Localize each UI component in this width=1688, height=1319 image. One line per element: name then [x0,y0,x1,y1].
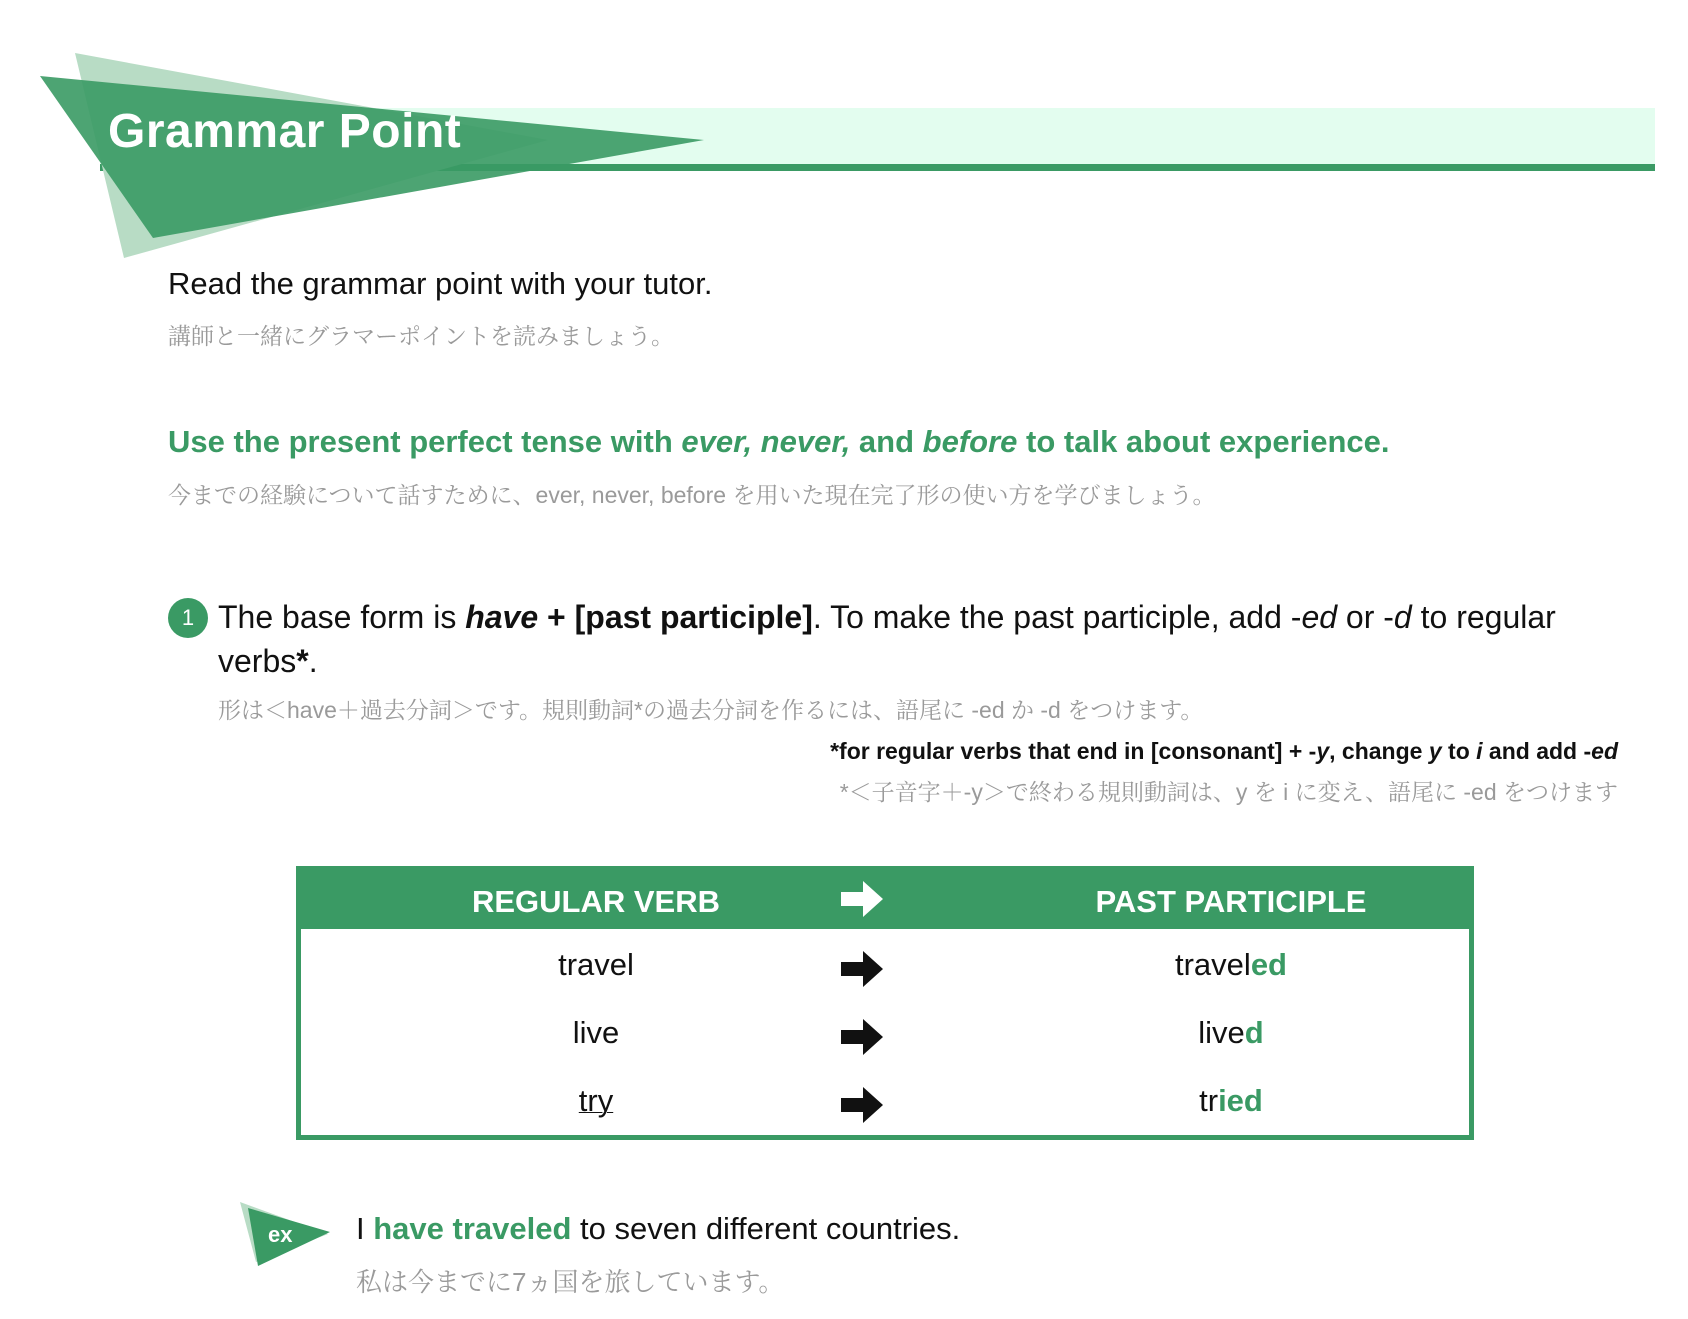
verb-table [296,866,1474,1140]
objective-keywords: ever, never, [681,424,851,459]
regular-verb-cell: live [572,1015,620,1050]
participle-ending: d [1244,1015,1264,1050]
instruction-translation: 講師と一緒にグラマーポイントを読みましょう。 [168,323,674,349]
objective-text-end: to talk about experience. [1017,424,1390,459]
note-ed: ed [1591,738,1618,764]
note-i: i [1476,738,1483,764]
spelling-note-translation: *＜子音字＋-y＞で終わる規則動詞は、y を i に変え、語尾に -ed をつけます [839,779,1618,805]
example-text: I [356,1211,374,1246]
rule-text-part: . [308,643,318,679]
participle-stem: travel [1175,947,1251,982]
rule-text-part: . To make the past participle, add - [812,599,1302,635]
past-participle-cell [991,1015,1471,1051]
past-participle-cell [991,947,1471,983]
participle-stem: live [1198,1015,1245,1050]
note-text: *for regular verbs that end in [consonant] + - [830,738,1317,764]
note-text: and add - [1482,738,1592,764]
objective-and: and [850,424,923,459]
example-highlight: have traveled [373,1211,572,1246]
objective-translation: 今までの経験について話すために、ever, never, before を用いた現在完了形の使い方を学びましょう。 [168,482,1216,508]
example-text: to seven different countries. [571,1211,961,1246]
spelling-note [830,738,1618,765]
note-y: y [1316,738,1330,764]
regular-verb-cell: try [578,1083,614,1118]
table-row [301,933,1469,1001]
right-arrow-icon [841,1085,885,1125]
example-sentence [356,1211,960,1247]
example-label: ex [268,1222,293,1247]
participle-stem: tr [1199,1083,1219,1118]
table-row [301,1001,1469,1069]
rule-suffix-ed: ed [1301,599,1338,635]
note-y: y [1428,738,1442,764]
rule-text-part: or - [1337,599,1394,635]
table-row [301,1069,1469,1137]
rule-have: have [465,599,539,635]
rule-text-part: The base form is [218,599,466,635]
right-arrow-icon [841,949,885,989]
rule-suffix-d: d [1393,599,1412,635]
objective-keyword-before: before [922,424,1018,459]
right-arrow-icon [841,879,885,919]
rule-text [218,595,1558,683]
note-text: to [1441,738,1477,764]
past-participle-cell [991,1083,1471,1119]
page-title: Grammar Point [108,105,462,158]
table-header [301,871,1469,929]
instruction-text: Read the grammar point with your tutor. [168,266,713,301]
participle-ending: ied [1218,1083,1263,1118]
note-text: , change [1329,738,1429,764]
right-arrow-icon [841,1017,885,1057]
regular-verb-cell: travel [558,947,634,982]
rule-formula: + [past participle] [538,599,813,635]
rule-asterisk: * [296,643,309,679]
participle-ending: ed [1250,947,1287,982]
rule-text-part: to regular verbs [218,599,1556,679]
rule-translation: 形は＜have＋過去分詞＞です。規則動詞*の過去分詞を作るには、語尾に -ed か -d をつけます。 [218,697,1204,723]
lesson-objective [168,424,1390,460]
column-header-past-participle: PAST PARTICIPLE [1095,884,1367,919]
point-number-badge: 1 [168,598,208,638]
objective-text: Use the present perfect tense with [168,424,682,459]
column-header-regular-verb: REGULAR VERB [471,884,720,919]
example-translation: 私は今までに7ヵ国を旅しています。 [356,1267,785,1297]
